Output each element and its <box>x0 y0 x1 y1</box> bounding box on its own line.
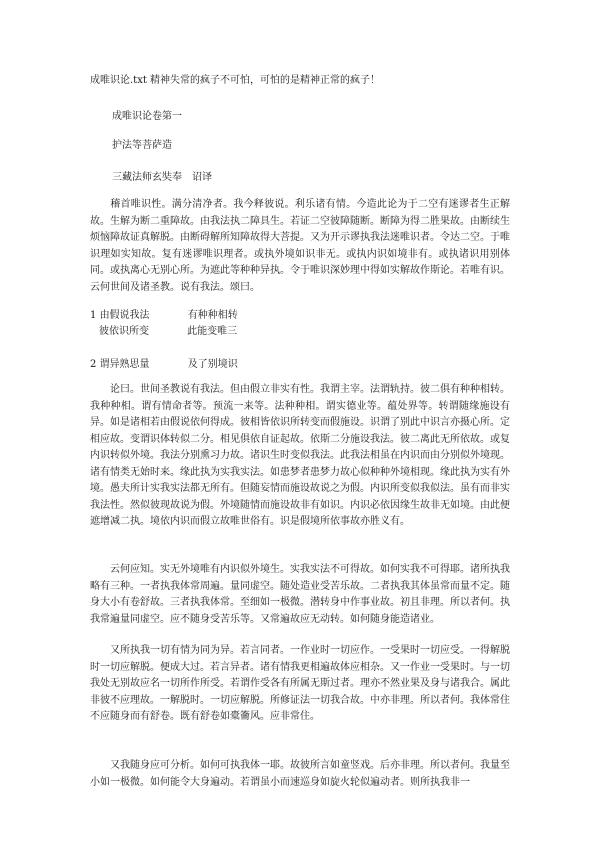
scroll-title: 成唯识论卷第一 <box>112 111 182 122</box>
verse-line <box>90 308 238 324</box>
verse-number: 2 <box>90 359 97 370</box>
verse-number: 1 <box>90 310 97 321</box>
verse-phrase: 谓异熟思量 <box>99 359 150 370</box>
verse-line <box>90 357 238 373</box>
verse-phrase: 此能变唯三 <box>187 326 238 337</box>
paragraph-self-divisible: 又我随身应可分析。如何可执我体一耶。故彼所言如童竖戏。后亦非理。所以者何。我量至小如一极微。如何能令大身遍动。若谓虽小而速巡身如旋火轮似遍动者。则所执我非一 <box>90 760 510 788</box>
paragraph-refutation: 云何应知。实无外境唯有内识似外境生。实我实法不可得故。如何实我不可得耶。诸所执我略有三种。一者执我体常周遍。量同虚空。随处造业受苦乐故。二者执我其体虽常而量不定。随身大小有卷舒故。三者执我体常。至细如一极微。潜转身中作事业故。初且非理。所以者何。执我常遍量同虚空。应不随身受苦乐等。又常遍故应无动转。如何随身能造诸业。 <box>90 564 510 625</box>
verse-line <box>99 324 237 340</box>
paragraph-self-same-different: 又所执我一切有情为同为异。若言同者。一作业时一切应作。一受果时一切应受。一得解脱时一切应解脱。便成大过。若言异者。诸有情我更相遍故体应相杂。又一作业一受果时。与一切我处无别故应名一切所作所受。若谓作受各有所属无斯过者。理亦不然业果及身与诸我合。属此非彼不应理故。一解脱时。一切应解脱。所修证法一切我合故。中亦非理。所以者何。我体常住不应随身而有舒卷。既有舒卷如橐籥风。应非常住。 <box>90 645 510 722</box>
verse-phrase: 及了别境识 <box>187 359 238 370</box>
verse-phrase: 有种种相转 <box>187 310 238 321</box>
author-line: 护法等菩萨造 <box>112 140 172 151</box>
paragraph-commentary: 论曰。世间圣教说有我法。但由假立非实有性。我谓主宰。法谓轨持。彼二俱有种种相转。我种种相。谓有情命者等。预流一来等。法种种相。谓实德业等。蕴处界等。转谓随缘施设有异。如是诸相若由假说依何得成。彼相皆依识所转变而假施设。识谓了别此中识言亦摄心所。定相应故。变谓识体转似二分。相见俱依自证起故。依斯二分施设我法。彼二离此无所依故。或复内识转似外境。我法分别熏习力故。诸识生时变似我法。此我法相虽在内识而由分别似外境现。诸有情类无始时来。缘此执为实我实法。如患梦者患梦力故心似种种外境相现。缘此执为实有外境。愚夫所计实我实法都无所有。但随妄情而施设故说之为假。内识所变似我似法。虽有而非实我法性。然似彼现故说为假。外境随情而施设故非有如识。内识必依因缘生故非无如境。由此便遮增减二执。境依内识而假立故唯世俗有。识是假境所依事故亦胜义有。 <box>90 384 510 527</box>
paragraph-preface: 稽首唯识性。满分清净者。我今释彼说。利乐诸有情。今造此论为于二空有迷谬者生正解故。生解为断二重障故。由我法执二障具生。若证二空彼障随断。断障为得二胜果故。由断续生烦恼障故证真解脱。由断碍解所知障故得大菩提。又为开示谬执我法迷唯识者。令达二空。于唯识理如实知故。复有迷谬唯识理者。或执外境如识非无。或执内识如境非有。或执诸识用别体同。或执离心无别心所。为遮此等种种异执。令于唯识深妙理中得如实解故作斯论。若唯有识。云何世间及诸圣教。说有我法。颂曰。 <box>90 199 510 293</box>
verse-phrase: 彼依识所变 <box>99 326 149 337</box>
translator-line: 三藏法师玄奘奉 诏译 <box>112 172 212 183</box>
header-line: 成唯识论.txt 精神失常的疯子不可怕，可怕的是精神正常的疯子！ <box>90 75 381 86</box>
verse-phrase: 由假说我法 <box>99 310 150 321</box>
